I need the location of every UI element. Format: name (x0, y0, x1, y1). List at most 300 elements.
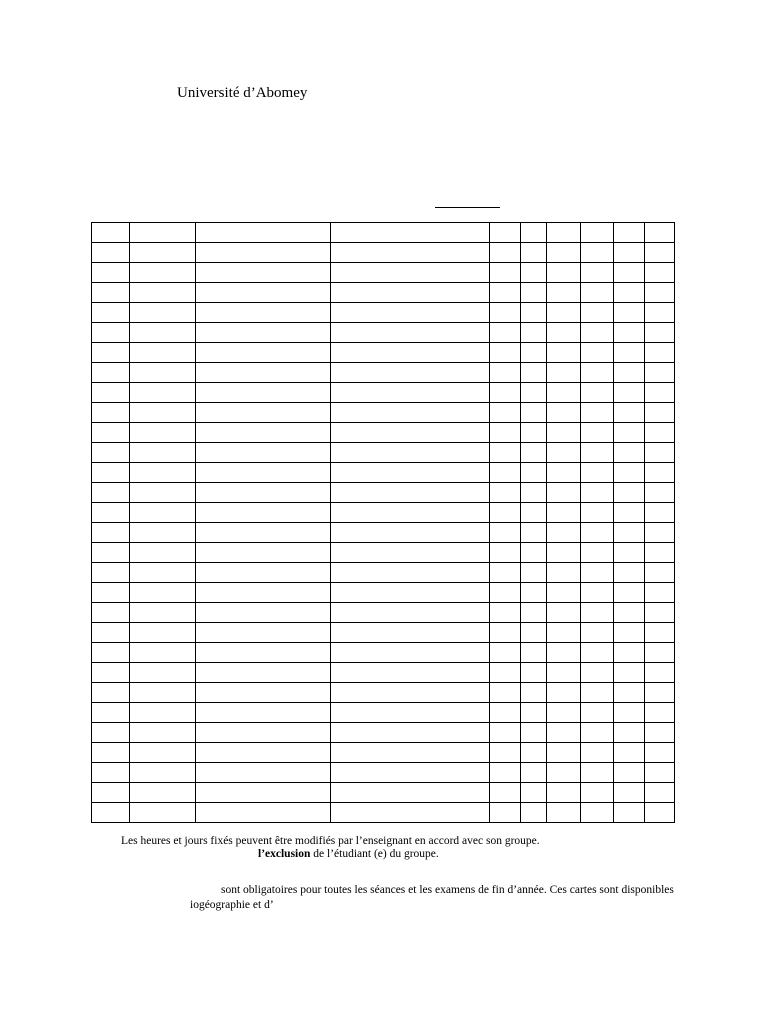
table-row (92, 283, 675, 303)
table-cell (521, 243, 547, 263)
table-cell (521, 663, 547, 683)
table-row (92, 463, 675, 483)
table-cell (196, 283, 331, 303)
table-cell (521, 703, 547, 723)
table-cell (547, 703, 581, 723)
table-row (92, 623, 675, 643)
table-cell (490, 383, 521, 403)
table-cell (490, 563, 521, 583)
table-cell (521, 723, 547, 743)
table-cell (331, 283, 490, 303)
table-cell (581, 443, 614, 463)
table-cell (581, 803, 614, 823)
table-cell (331, 723, 490, 743)
table-cell (130, 303, 196, 323)
table-cell (196, 423, 331, 443)
table-cell (196, 503, 331, 523)
table-cell (614, 683, 645, 703)
table-cell (614, 803, 645, 823)
table-cell (521, 283, 547, 303)
table-cell (614, 403, 645, 423)
table-cell (581, 763, 614, 783)
table-cell (547, 303, 581, 323)
table-cell (130, 383, 196, 403)
table-row (92, 763, 675, 783)
table-cell (92, 223, 130, 243)
table-cell (614, 623, 645, 643)
table-cell (581, 743, 614, 763)
table-cell (614, 443, 645, 463)
table-cell (645, 583, 675, 603)
table-cell (490, 343, 521, 363)
table-cell (547, 563, 581, 583)
table-row (92, 243, 675, 263)
table-cell (130, 243, 196, 263)
table-row (92, 683, 675, 703)
table-cell (92, 443, 130, 463)
table-cell (614, 503, 645, 523)
table-cell (547, 583, 581, 603)
table-cell (130, 503, 196, 523)
table-row (92, 743, 675, 763)
table-cell (490, 703, 521, 723)
table-cell (130, 463, 196, 483)
table-cell (614, 363, 645, 383)
table-cell (130, 703, 196, 723)
table-cell (547, 403, 581, 423)
table-cell (547, 803, 581, 823)
table-cell (645, 643, 675, 663)
table-cell (92, 643, 130, 663)
note-line-1: Les heures et jours fixés peuvent être modifiés par l’enseignant en accord avec son groupe. (121, 835, 540, 847)
table-cell (645, 783, 675, 803)
table-cell (614, 423, 645, 443)
table-cell (196, 683, 331, 703)
table-cell (130, 223, 196, 243)
table-cell (92, 283, 130, 303)
table-cell (331, 583, 490, 603)
table-cell (331, 603, 490, 623)
table-cell (581, 703, 614, 723)
table-cell (331, 263, 490, 283)
table-cell (581, 603, 614, 623)
table-cell (331, 383, 490, 403)
table-cell (196, 263, 331, 283)
table-cell (196, 523, 331, 543)
table-cell (196, 563, 331, 583)
table-cell (581, 283, 614, 303)
table-cell (92, 583, 130, 603)
table-cell (521, 783, 547, 803)
table-cell (490, 743, 521, 763)
table-cell (331, 403, 490, 423)
table-cell (130, 443, 196, 463)
table-cell (130, 403, 196, 423)
table-cell (490, 403, 521, 423)
table-cell (92, 703, 130, 723)
table-cell (547, 383, 581, 403)
table-cell (490, 223, 521, 243)
table-cell (521, 763, 547, 783)
table-cell (645, 483, 675, 503)
table-cell (521, 403, 547, 423)
table-row (92, 223, 675, 243)
table-cell (331, 783, 490, 803)
table-cell (645, 803, 675, 823)
table-cell (645, 443, 675, 463)
table-cell (130, 423, 196, 443)
table-cell (490, 443, 521, 463)
table-cell (547, 243, 581, 263)
table-cell (645, 463, 675, 483)
table-cell (645, 423, 675, 443)
note-line-2-rest: de l’étudiant (e) du groupe. (310, 848, 439, 860)
table-cell (196, 623, 331, 643)
table-cell (614, 743, 645, 763)
table-cell (196, 323, 331, 343)
table-cell (490, 303, 521, 323)
table-cell (490, 503, 521, 523)
title-underline (435, 207, 500, 208)
table-cell (331, 243, 490, 263)
table-cell (521, 603, 547, 623)
table-cell (92, 303, 130, 323)
table-cell (92, 403, 130, 423)
table-cell (645, 543, 675, 563)
table-cell (645, 283, 675, 303)
table-cell (331, 483, 490, 503)
table-cell (331, 643, 490, 663)
table-cell (130, 563, 196, 583)
table-cell (645, 363, 675, 383)
table-cell (331, 763, 490, 783)
table-row (92, 583, 675, 603)
table-cell (92, 463, 130, 483)
institution-title: Université d’Abomey (177, 85, 308, 101)
table-cell (614, 283, 645, 303)
table-cell (490, 243, 521, 263)
table-cell (521, 363, 547, 383)
table-cell (196, 343, 331, 363)
table-cell (645, 303, 675, 323)
table-cell (547, 283, 581, 303)
table-cell (521, 303, 547, 323)
table-row (92, 423, 675, 443)
table-cell (581, 363, 614, 383)
table-cell (331, 443, 490, 463)
table-cell (92, 383, 130, 403)
table-cell (521, 323, 547, 343)
table-cell (645, 703, 675, 723)
table-cell (196, 303, 331, 323)
table-cell (614, 483, 645, 503)
table-cell (581, 343, 614, 363)
table-cell (581, 483, 614, 503)
table-cell (130, 363, 196, 383)
table-cell (130, 603, 196, 623)
table-cell (92, 563, 130, 583)
table-cell (645, 503, 675, 523)
table-cell (331, 803, 490, 823)
table-cell (581, 523, 614, 543)
table-cell (581, 243, 614, 263)
table-cell (490, 603, 521, 623)
table-cell (130, 583, 196, 603)
table-cell (196, 583, 331, 603)
table-cell (614, 783, 645, 803)
table-cell (581, 303, 614, 323)
table-cell (490, 763, 521, 783)
table-cell (645, 563, 675, 583)
table-cell (130, 623, 196, 643)
table-cell (130, 283, 196, 303)
table-cell (196, 383, 331, 403)
table-row (92, 303, 675, 323)
table-cell (92, 243, 130, 263)
table-cell (130, 763, 196, 783)
table-row (92, 723, 675, 743)
table-cell (547, 543, 581, 563)
table-cell (92, 623, 130, 643)
table-cell (581, 583, 614, 603)
table-cell (130, 683, 196, 703)
table-cell (130, 643, 196, 663)
table-cell (196, 663, 331, 683)
table-cell (581, 643, 614, 663)
table-cell (490, 683, 521, 703)
table-cell (92, 503, 130, 523)
table-cell (521, 483, 547, 503)
table-cell (645, 663, 675, 683)
note-line-4: iogéographie et d’ (190, 899, 274, 911)
table-cell (521, 443, 547, 463)
table-cell (331, 323, 490, 343)
table-row (92, 323, 675, 343)
table-cell (581, 563, 614, 583)
table-cell (130, 723, 196, 743)
note-line-2 (258, 848, 439, 860)
table-cell (331, 663, 490, 683)
table-cell (547, 643, 581, 663)
table-cell (614, 243, 645, 263)
table-cell (130, 743, 196, 763)
table-cell (196, 763, 331, 783)
table-cell (521, 623, 547, 643)
table-cell (547, 723, 581, 743)
table-cell (645, 343, 675, 363)
table-cell (521, 383, 547, 403)
table-cell (614, 463, 645, 483)
table-cell (196, 243, 331, 263)
table-cell (196, 703, 331, 723)
table-cell (196, 603, 331, 623)
table-cell (645, 723, 675, 743)
table-row (92, 443, 675, 463)
table-cell (196, 743, 331, 763)
table-cell (614, 703, 645, 723)
table-cell (645, 623, 675, 643)
table-cell (614, 723, 645, 743)
table-cell (521, 223, 547, 243)
table-cell (645, 383, 675, 403)
table-cell (645, 323, 675, 343)
table-cell (614, 603, 645, 623)
table-cell (92, 783, 130, 803)
table-cell (521, 803, 547, 823)
table-cell (331, 363, 490, 383)
table-cell (521, 503, 547, 523)
table-cell (614, 583, 645, 603)
table-cell (614, 543, 645, 563)
table-cell (581, 263, 614, 283)
table-cell (547, 423, 581, 443)
table-cell (521, 523, 547, 543)
table-cell (92, 803, 130, 823)
table-cell (490, 283, 521, 303)
table-cell (521, 683, 547, 703)
table-cell (331, 343, 490, 363)
table-cell (92, 723, 130, 743)
table-cell (614, 223, 645, 243)
table-row (92, 803, 675, 823)
table-body (92, 223, 675, 823)
table-cell (196, 363, 331, 383)
table-cell (130, 263, 196, 283)
table-cell (92, 263, 130, 283)
table-row (92, 783, 675, 803)
table-cell (645, 263, 675, 283)
table-row (92, 503, 675, 523)
table-cell (490, 803, 521, 823)
table-cell (521, 563, 547, 583)
table-cell (614, 303, 645, 323)
table-cell (490, 723, 521, 743)
table-cell (331, 743, 490, 763)
table-cell (490, 643, 521, 663)
table-row (92, 663, 675, 683)
table-cell (547, 503, 581, 523)
table-cell (490, 783, 521, 803)
table-cell (490, 663, 521, 683)
table-cell (130, 543, 196, 563)
table-cell (547, 603, 581, 623)
table-cell (614, 523, 645, 543)
table-cell (645, 763, 675, 783)
table-row (92, 383, 675, 403)
table-cell (490, 323, 521, 343)
table-row (92, 643, 675, 663)
table-cell (130, 323, 196, 343)
table-cell (547, 783, 581, 803)
table-cell (521, 583, 547, 603)
table-cell (196, 783, 331, 803)
table-cell (331, 303, 490, 323)
table-cell (547, 763, 581, 783)
table-cell (92, 543, 130, 563)
table-cell (130, 783, 196, 803)
table-cell (92, 523, 130, 543)
table-cell (581, 463, 614, 483)
table-cell (490, 523, 521, 543)
table-cell (645, 523, 675, 543)
table-cell (581, 383, 614, 403)
table-cell (521, 343, 547, 363)
note-line-3: sont obligatoires pour toutes les séances et les examens de fin d’année. Ces cartes sont disponibles (221, 884, 674, 896)
table-cell (645, 683, 675, 703)
table-cell (547, 623, 581, 643)
table-cell (547, 463, 581, 483)
table-cell (581, 503, 614, 523)
table-row (92, 263, 675, 283)
table-cell (645, 223, 675, 243)
table-cell (547, 263, 581, 283)
table-cell (547, 663, 581, 683)
table-cell (196, 403, 331, 423)
table-cell (581, 663, 614, 683)
table-cell (490, 543, 521, 563)
table-cell (547, 743, 581, 763)
table-cell (196, 463, 331, 483)
table-cell (331, 503, 490, 523)
table-cell (581, 783, 614, 803)
table-cell (490, 363, 521, 383)
table-cell (521, 263, 547, 283)
table-cell (490, 263, 521, 283)
table-row (92, 363, 675, 383)
table-row (92, 703, 675, 723)
table-cell (581, 423, 614, 443)
table-cell (490, 623, 521, 643)
table-cell (547, 683, 581, 703)
table-cell (614, 263, 645, 283)
table-cell (521, 643, 547, 663)
table-cell (196, 723, 331, 743)
table-cell (547, 363, 581, 383)
table-cell (581, 683, 614, 703)
table-row (92, 403, 675, 423)
table-cell (547, 223, 581, 243)
table-row (92, 563, 675, 583)
table-cell (92, 363, 130, 383)
table-cell (581, 543, 614, 563)
table-cell (521, 423, 547, 443)
table-cell (614, 763, 645, 783)
table-cell (331, 523, 490, 543)
table-cell (130, 803, 196, 823)
exclusion-bold-text: l’exclusion (258, 848, 311, 860)
table-cell (581, 723, 614, 743)
table-cell (92, 743, 130, 763)
table-cell (331, 543, 490, 563)
table-cell (331, 683, 490, 703)
table-cell (614, 663, 645, 683)
table-cell (196, 223, 331, 243)
table-cell (92, 763, 130, 783)
table-cell (331, 463, 490, 483)
table-cell (547, 343, 581, 363)
table-cell (581, 323, 614, 343)
table-cell (490, 463, 521, 483)
table-cell (92, 423, 130, 443)
table-cell (331, 223, 490, 243)
table-cell (521, 543, 547, 563)
table-row (92, 483, 675, 503)
table-cell (547, 323, 581, 343)
table-row (92, 523, 675, 543)
table-cell (92, 483, 130, 503)
table-cell (645, 743, 675, 763)
table-cell (92, 663, 130, 683)
